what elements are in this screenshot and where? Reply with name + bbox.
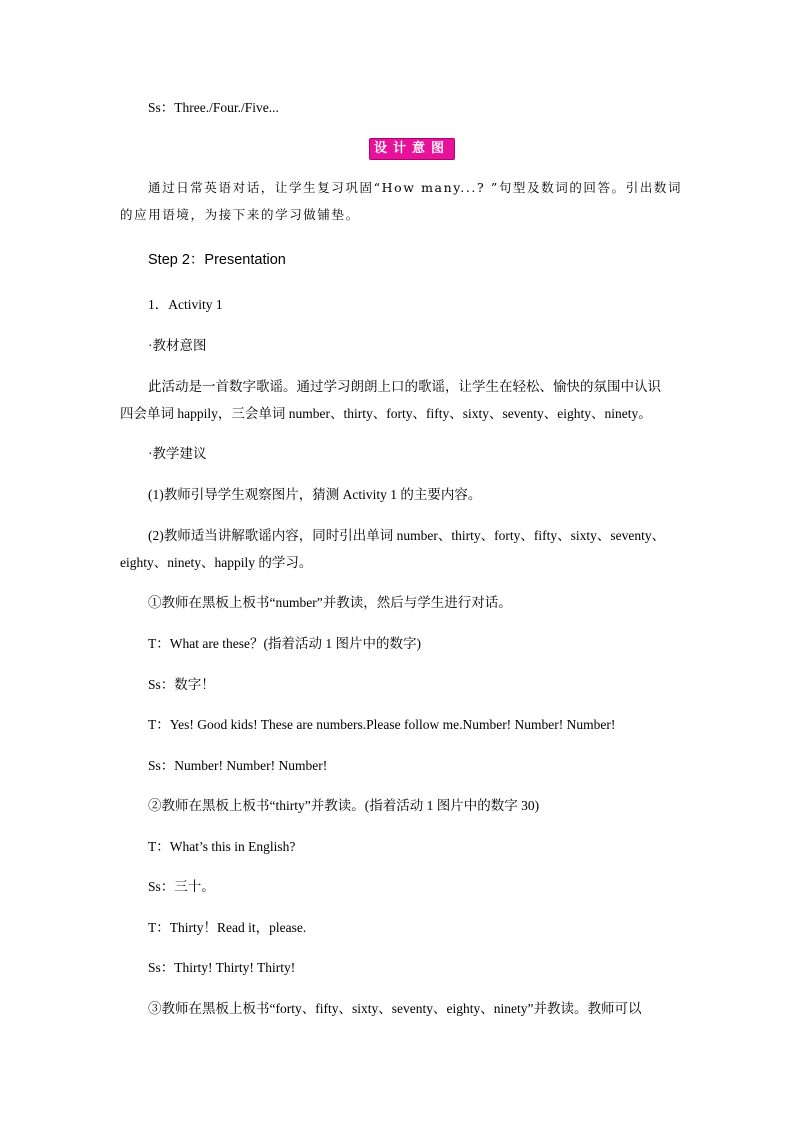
dialogue-teacher-2: T：Yes! Good kids! These are numbers.Please follow me.Number! Number! Number! — [148, 717, 616, 732]
teaching-suggestion-label: ·教学建议 — [148, 446, 207, 461]
step-heading: Step 2：Presentation — [148, 252, 286, 268]
dialogue-students-3: Ss：三十。 — [148, 879, 215, 894]
sub-step-1: ①教师在黑板上板书“number”并教读，然后与学生进行对话。 — [148, 595, 512, 610]
suggestion-item-2-line-2: eighty、ninety、happily 的学习。 — [120, 555, 313, 570]
activity-heading: 1．Activity 1 — [148, 297, 223, 312]
paragraph-line-2: 四会单词 happily，三会单词 number、thirty、forty、fifty、sixty、seventy、eighty、ninety。 — [120, 406, 652, 421]
sub-step-2: ②教师在黑板上板书“thirty”并教读。(指着活动 1 图片中的数字 30) — [148, 798, 540, 813]
intent-text-line-1: 通过日常英语对话，让学生复习巩固“How many...? ”句型及数词的回答。引出数词 — [148, 180, 683, 195]
paragraph-line-1: 此活动是一首数字歌谣。通过学习朗朗上口的歌谣，让学生在轻松、愉快的氛围中认识 — [148, 379, 661, 394]
textbook-intent-label: ·教材意图 — [148, 338, 207, 353]
design-intent-badge: 设计意图 — [369, 138, 455, 160]
dialogue-teacher-3: T：What’s this in English? — [148, 839, 296, 854]
dialogue-students-1: Ss：数字！ — [148, 677, 215, 692]
dialogue-teacher-1: T：What are these？(指着活动 1 图片中的数字) — [148, 636, 421, 651]
dialogue-ss-numbers: Ss：Three./Four./Five... — [148, 100, 279, 115]
dialogue-students-4: Ss：Thirty! Thirty! Thirty! — [148, 960, 296, 975]
suggestion-item-1: (1)教师引导学生观察图片，猜测 Activity 1 的主要内容。 — [148, 487, 482, 502]
suggestion-item-2-line-1: (2)教师适当讲解歌谣内容，同时引出单词 number、thirty、forty、fifty、sixty、seventy、 — [148, 528, 666, 543]
dialogue-students-2: Ss：Number! Number! Number! — [148, 758, 328, 773]
intent-text-line-2: 的应用语境，为接下来的学习做铺垫。 — [120, 207, 360, 222]
dialogue-teacher-4: T：Thirty！Read it，please. — [148, 920, 307, 935]
sub-step-3: ③教师在黑板上板书“forty、fifty、sixty、seventy、eighty、ninety”并教读。教师可以 — [148, 1001, 642, 1016]
